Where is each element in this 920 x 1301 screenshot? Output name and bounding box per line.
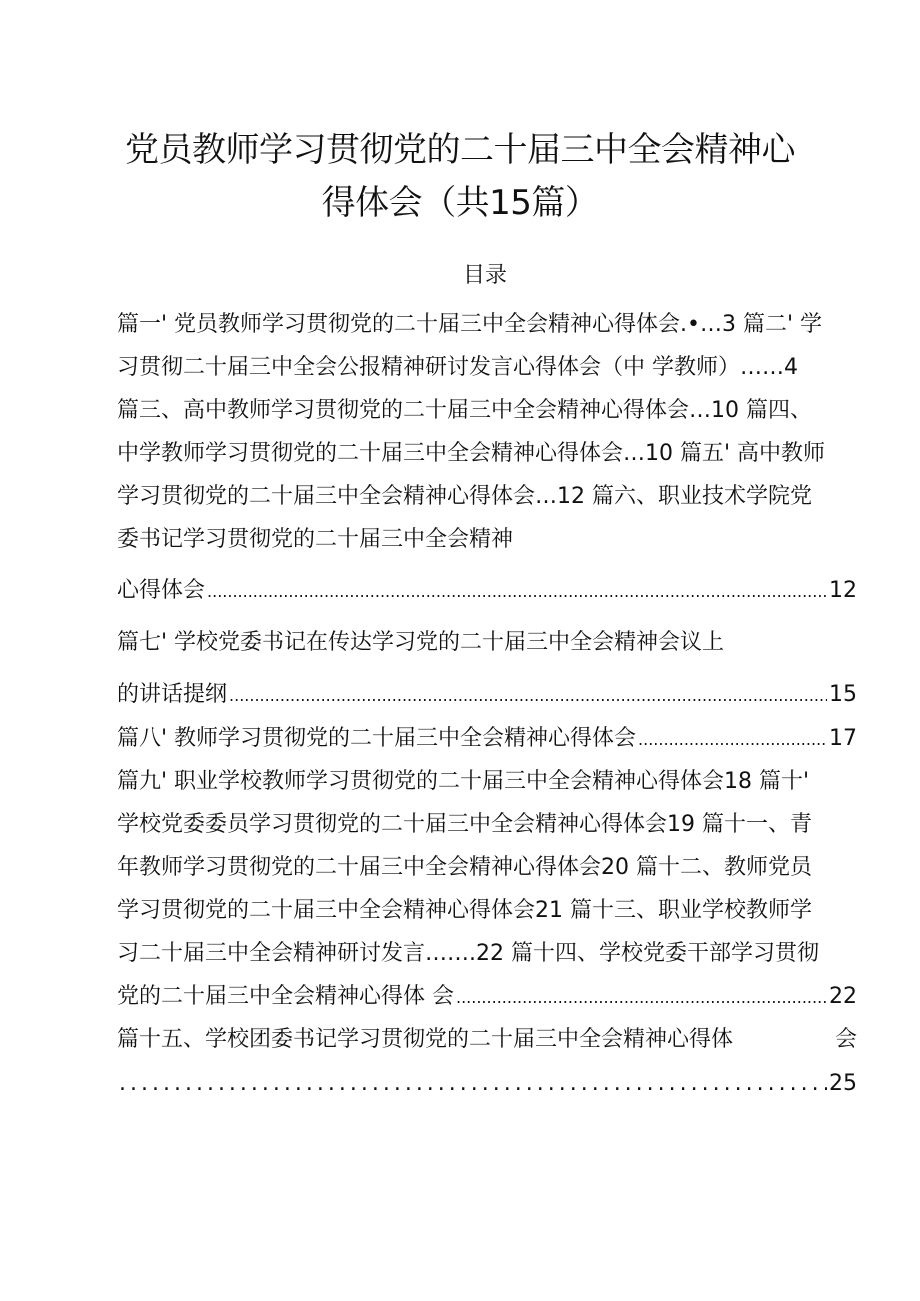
toc-line[interactable]: 习贯彻二十届三中全会公报精神研讨发言心得体会（中 学教师）……4 (117, 355, 798, 380)
toc-page-number: 17 (829, 726, 857, 751)
toc-entry-6-tail[interactable] (117, 573, 857, 609)
toc-line[interactable]: 学校党委委员学习贯彻党的二十届三中全会精神心得体会19 篇十一、青 (117, 812, 812, 837)
toc-leader-dots (638, 722, 827, 758)
toc-leader-dots (456, 980, 827, 1016)
toc-entry-text: 党的二十届三中全会精神心得体 会 (117, 984, 454, 1009)
toc-entry-text: 心得体会 (117, 578, 206, 603)
toc-entry-15-tail[interactable] (117, 1066, 857, 1102)
toc-line[interactable]: 篇九' 职业学校教师学习贯彻党的二十届三中全会精神心得体会18 篇十' (117, 769, 810, 794)
toc-entry-8[interactable] (117, 721, 857, 757)
toc-line[interactable]: 中学教师学习贯彻党的二十届三中全会精神心得体会…10 篇五' 高中教师 (117, 441, 826, 466)
toc-entry-text-end: 会 (834, 1027, 857, 1052)
toc-leader-dots (229, 678, 827, 714)
toc-line[interactable]: 学习贯彻党的二十届三中全会精神心得体会21 篇十三、职业学校教师学 (117, 898, 812, 923)
toc-page-number: 12 (829, 578, 857, 603)
toc-entry-15-line[interactable] (117, 1022, 857, 1058)
toc-line[interactable]: 篇三、高中教师学习贯彻党的二十届三中全会精神心得体会…10 篇四、 (117, 398, 812, 423)
toc-entry-7-line[interactable]: 篇七' 学校党委书记在传达学习党的二十届三中全会精神会议上 (117, 630, 725, 655)
toc-entry-7-tail[interactable] (117, 677, 857, 713)
toc-line[interactable]: 学习贯彻党的二十届三中全会精神心得体会…12 篇六、职业技术学院党 (117, 484, 812, 509)
document-title-line-1: 党员教师学习贯彻党的二十届三中全会精神心 (125, 130, 795, 170)
document-title-line-2: 得体会（共15篇） (321, 183, 599, 223)
toc-line[interactable]: 篇一' 党员教师学习贯彻党的二十届三中全会精神心得体会.•…3 篇二' 学 (117, 312, 823, 337)
toc-entry-14-tail[interactable] (117, 979, 857, 1015)
toc-page-number: 25 (829, 1071, 857, 1096)
toc-line[interactable]: 年教师学习贯彻党的二十届三中全会精神心得体会20 篇十二、教师党员 (117, 855, 812, 880)
toc-line[interactable]: 习二十届三中全会精神研讨发言…….22 篇十四、学校党委干部学习贯彻 (117, 941, 819, 966)
toc-line[interactable]: 委书记学习贯彻党的二十届三中全会精神 (117, 527, 514, 552)
toc-leader-dots (119, 1066, 827, 1102)
toc-entry-text: 篇十五、学校团委书记学习贯彻党的二十届三中全会精神心得体 (117, 1027, 734, 1052)
toc-entry-text: 篇八' 教师学习贯彻党的二十届三中全会精神心得体会 (117, 726, 637, 751)
toc-entry-text: 的讲话提纲 (117, 682, 228, 707)
toc-page-number: 22 (829, 984, 857, 1009)
toc-page-number: 15 (829, 682, 857, 707)
toc-leader-dots (207, 574, 827, 610)
toc-heading: 目录 (462, 263, 507, 288)
